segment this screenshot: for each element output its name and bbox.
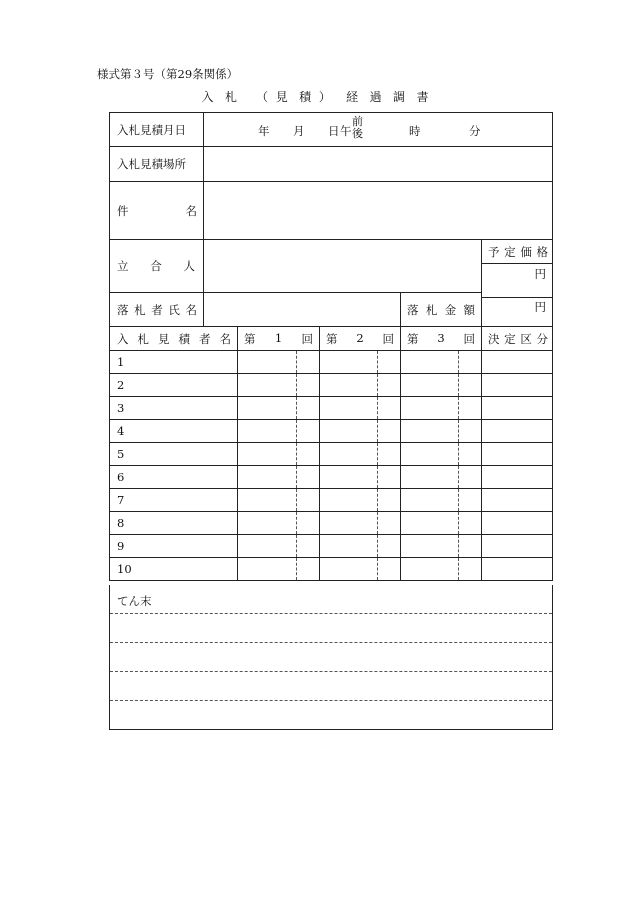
bidder-row <box>110 512 553 535</box>
winning-amount-label: 落 札 金 額 <box>401 293 482 327</box>
bidder-name-cell[interactable] <box>110 420 238 443</box>
remarks-label: てん末 <box>117 594 152 608</box>
bidder-name-cell[interactable] <box>110 397 238 420</box>
decision-cell[interactable] <box>482 535 553 558</box>
round-1-fraction-cell[interactable] <box>297 351 320 374</box>
round-1-fraction-cell[interactable] <box>297 420 320 443</box>
row-number: 2 <box>117 378 125 392</box>
round-1-amount-cell[interactable] <box>238 489 297 512</box>
round-2-amount-cell[interactable] <box>320 443 378 466</box>
row-number: 5 <box>117 447 125 461</box>
round-2-fraction-cell[interactable] <box>378 397 401 420</box>
round-1-fraction-cell[interactable] <box>297 466 320 489</box>
round-1-amount-cell[interactable] <box>238 512 297 535</box>
round-1-amount-cell[interactable] <box>238 535 297 558</box>
row-number: 6 <box>117 470 125 484</box>
round-2-amount-cell[interactable] <box>320 374 378 397</box>
round-3-amount-cell[interactable] <box>401 397 459 420</box>
decision-header: 決 定 区 分 <box>482 327 553 351</box>
decision-cell[interactable] <box>482 351 553 374</box>
round-2-amount-cell[interactable] <box>320 351 378 374</box>
decision-cell[interactable] <box>482 466 553 489</box>
row-number: 3 <box>117 401 125 415</box>
round-3-fraction-cell[interactable] <box>459 512 482 535</box>
round-2-fraction-cell[interactable] <box>378 558 401 581</box>
round-3-fraction-cell[interactable] <box>459 351 482 374</box>
planned-price-field[interactable]: 円 円 <box>482 264 553 327</box>
round-3-fraction-cell[interactable] <box>459 374 482 397</box>
round-2-fraction-cell[interactable] <box>378 420 401 443</box>
round-2-amount-cell[interactable] <box>320 466 378 489</box>
round-3-fraction-cell[interactable] <box>459 535 482 558</box>
bidder-row <box>110 466 553 489</box>
round-3-amount-cell[interactable] <box>401 535 459 558</box>
round-3-amount-cell[interactable] <box>401 558 459 581</box>
round-1-amount-cell[interactable] <box>238 351 297 374</box>
bidder-row <box>110 535 553 558</box>
bid-record-table <box>109 112 553 581</box>
round-1-amount-cell[interactable] <box>238 374 297 397</box>
round-3-fraction-cell[interactable] <box>459 489 482 512</box>
round-3-fraction-cell[interactable] <box>459 443 482 466</box>
round-1-header: 第 1 回 <box>238 327 320 351</box>
bidder-row <box>110 443 553 466</box>
decision-cell[interactable] <box>482 443 553 466</box>
bidder-name-cell[interactable] <box>110 512 238 535</box>
date-field[interactable]: 年 月 日 午 前 後 時 分 <box>204 113 553 147</box>
round-2-fraction-cell[interactable] <box>378 489 401 512</box>
round-3-amount-cell[interactable] <box>401 512 459 535</box>
document-title: 入 札 （ 見 積 ） 経 過 調 書 <box>201 90 429 104</box>
round-2-fraction-cell[interactable] <box>378 351 401 374</box>
place-label: 入札見積場所 <box>110 147 204 182</box>
bidder-row <box>110 489 553 512</box>
winner-field[interactable] <box>204 293 401 327</box>
round-1-amount-cell[interactable] <box>238 466 297 489</box>
remarks-line <box>110 613 552 614</box>
round-2-fraction-cell[interactable] <box>378 512 401 535</box>
round-3-fraction-cell[interactable] <box>459 397 482 420</box>
bidder-name-cell[interactable] <box>110 558 238 581</box>
round-3-header: 第 3 回 <box>401 327 482 351</box>
row-number: 4 <box>117 424 125 438</box>
round-2-amount-cell[interactable] <box>320 535 378 558</box>
round-2-amount-cell[interactable] <box>320 512 378 535</box>
bidder-row <box>110 558 553 581</box>
remarks-line <box>110 671 552 672</box>
bidder-name-cell[interactable] <box>110 443 238 466</box>
round-1-amount-cell[interactable] <box>238 558 297 581</box>
round-1-fraction-cell[interactable] <box>297 489 320 512</box>
round-1-fraction-cell[interactable] <box>297 374 320 397</box>
bidder-row <box>110 374 553 397</box>
round-1-fraction-cell[interactable] <box>297 535 320 558</box>
decision-cell[interactable] <box>482 420 553 443</box>
decision-cell[interactable] <box>482 397 553 420</box>
round-2-header: 第 2 回 <box>320 327 401 351</box>
round-2-amount-cell[interactable] <box>320 397 378 420</box>
round-3-amount-cell[interactable] <box>401 466 459 489</box>
bidder-name-cell[interactable] <box>110 466 238 489</box>
form-number: 様式第３号（第29条関係） <box>97 67 239 81</box>
bidder-name-cell[interactable] <box>110 351 238 374</box>
round-1-fraction-cell[interactable] <box>297 443 320 466</box>
bidder-name-cell[interactable] <box>110 374 238 397</box>
round-3-amount-cell[interactable] <box>401 351 459 374</box>
round-2-fraction-cell[interactable] <box>378 535 401 558</box>
bidder-header: 入 札 見 積 者 名 <box>110 327 238 351</box>
round-1-amount-cell[interactable] <box>238 397 297 420</box>
decision-cell[interactable] <box>482 374 553 397</box>
date-label: 入札見積月日 <box>110 113 204 147</box>
decision-cell[interactable] <box>482 558 553 581</box>
witness-label: 立 合 人 <box>110 240 204 293</box>
row-number: 10 <box>117 562 132 576</box>
round-2-fraction-cell[interactable] <box>378 374 401 397</box>
remarks-line <box>110 700 552 701</box>
round-3-amount-cell[interactable] <box>401 443 459 466</box>
round-1-fraction-cell[interactable] <box>297 397 320 420</box>
subject-field[interactable] <box>204 182 553 240</box>
round-3-amount-cell[interactable] <box>401 420 459 443</box>
round-3-amount-cell[interactable] <box>401 489 459 512</box>
witness-field[interactable] <box>204 240 482 293</box>
place-field[interactable] <box>204 147 553 182</box>
bidder-row <box>110 420 553 443</box>
round-2-amount-cell[interactable] <box>320 558 378 581</box>
decision-cell[interactable] <box>482 512 553 535</box>
bidder-row <box>110 397 553 420</box>
round-3-amount-cell[interactable] <box>401 374 459 397</box>
remarks-box[interactable] <box>109 585 553 730</box>
planned-price-label: 予 定 価 格 <box>482 240 553 264</box>
subject-label: 件 名 <box>110 182 204 240</box>
remarks-line <box>110 642 552 643</box>
round-2-fraction-cell[interactable] <box>378 466 401 489</box>
winner-label: 落 札 者 氏 名 <box>110 293 204 327</box>
round-3-fraction-cell[interactable] <box>459 558 482 581</box>
round-1-fraction-cell[interactable] <box>297 558 320 581</box>
round-2-amount-cell[interactable] <box>320 420 378 443</box>
round-1-fraction-cell[interactable] <box>297 512 320 535</box>
row-number: 9 <box>117 539 125 553</box>
bidder-name-cell[interactable] <box>110 489 238 512</box>
row-number: 8 <box>117 516 125 530</box>
bidder-row <box>110 351 553 374</box>
round-2-amount-cell[interactable] <box>320 489 378 512</box>
round-2-fraction-cell[interactable] <box>378 443 401 466</box>
bidder-name-cell[interactable] <box>110 535 238 558</box>
decision-cell[interactable] <box>482 489 553 512</box>
round-1-amount-cell[interactable] <box>238 420 297 443</box>
round-3-fraction-cell[interactable] <box>459 466 482 489</box>
round-3-fraction-cell[interactable] <box>459 420 482 443</box>
row-number: 7 <box>117 493 125 507</box>
round-1-amount-cell[interactable] <box>238 443 297 466</box>
row-number: 1 <box>117 355 125 369</box>
